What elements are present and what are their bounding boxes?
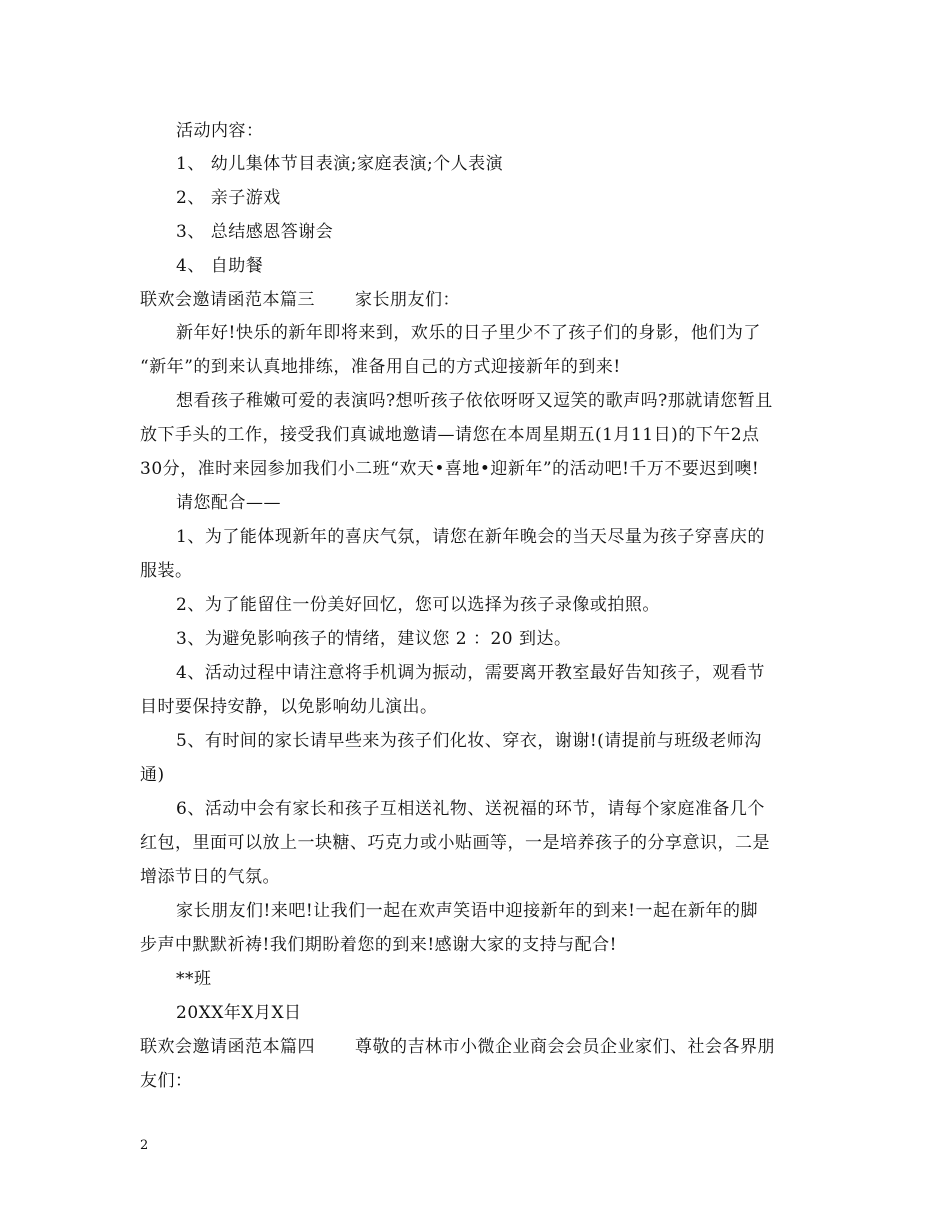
- paragraph-line: 新年好!快乐的新年即将来到，欢乐的日子里少不了孩子们的身影，他们为了: [176, 323, 761, 343]
- list-item-line: 增添节日的气氛。: [140, 867, 280, 887]
- paragraph-line: 30分，准时来园参加我们小二班“欢天•喜地•迎新年”的活动吧!千万不要迟到噢!: [140, 459, 760, 479]
- section-four-greeting: 尊敬的吉林市小微企业商会会员企业家们、社会各界朋: [355, 1037, 775, 1057]
- cooperate-heading: 请您配合——: [176, 493, 281, 513]
- list-item-line: 6、活动中会有家长和孩子互相送礼物、送祝福的环节，请每个家庭准备几个: [176, 799, 765, 819]
- section-four-greeting-continued: 友们：: [140, 1071, 193, 1091]
- paragraph-line: 想看孩子稚嫩可爱的表演吗?想听孩子依依呀呀又逗笑的歌声吗?那就请您暂且: [176, 391, 773, 411]
- activity-heading: 活动内容：: [176, 121, 264, 141]
- section-four-heading: [140, 1035, 775, 1059]
- paragraph-line: “新年”的到来认真地排练，准备用自己的方式迎接新年的到来!: [140, 357, 621, 377]
- closing-line: 步声中默默祈祷!我们期盼着您的到来!感谢大家的支持与配合!: [140, 935, 617, 955]
- closing-line: 家长朋友们!来吧!让我们一起在欢声笑语中迎接新年的到来!一起在新年的脚: [176, 901, 758, 921]
- date: 20XX年X月X日: [176, 1003, 302, 1023]
- list-item-line: 通): [140, 765, 165, 785]
- list-item-line: 1、为了能体现新年的喜庆气氛，请您在新年晚会的当天尽量为孩子穿喜庆的: [176, 527, 765, 547]
- activity-item: 1、 幼儿集体节目表演;家庭表演;个人表演: [176, 154, 504, 174]
- section-three-title: 联欢会邀请函范本篇三: [140, 290, 315, 310]
- list-item-line: 2、为了能留住一份美好回忆，您可以选择为孩子录像或拍照。: [176, 595, 660, 615]
- page-number: 2: [140, 1138, 149, 1153]
- section-three-greeting: 家长朋友们：: [355, 290, 460, 310]
- list-item-line: 4、活动过程中请注意将手机调为振动，需要离开教室最好告知孩子，观看节: [176, 663, 765, 683]
- list-item-line: 目时要保持安静，以免影响幼儿演出。: [140, 697, 438, 717]
- paragraph-line: 放下手头的工作，接受我们真诚地邀请—请您在本周星期五(1月11日)的下午2点: [140, 425, 760, 445]
- list-item-line: 服装。: [140, 561, 193, 581]
- list-item-line: 3、为避免影响孩子的情绪，建议您 2 ：20 到达。: [176, 629, 572, 649]
- section-four-title: 联欢会邀请函范本篇四: [140, 1037, 315, 1057]
- list-item-line: 5、有时间的家长请早些来为孩子们化妆、穿衣，谢谢!(请提前与班级老师沟: [176, 731, 762, 751]
- signature: **班: [176, 969, 212, 989]
- activity-item: 4、 自助餐: [176, 256, 264, 276]
- activity-item: 2、 亲子游戏: [176, 188, 281, 208]
- list-item-line: 红包，里面可以放上一块糖、巧克力或小贴画等，一是培养孩子的分享意识，二是: [140, 833, 770, 853]
- activity-item: 3、 总结感恩答谢会: [176, 222, 334, 242]
- section-three-heading: [140, 288, 460, 312]
